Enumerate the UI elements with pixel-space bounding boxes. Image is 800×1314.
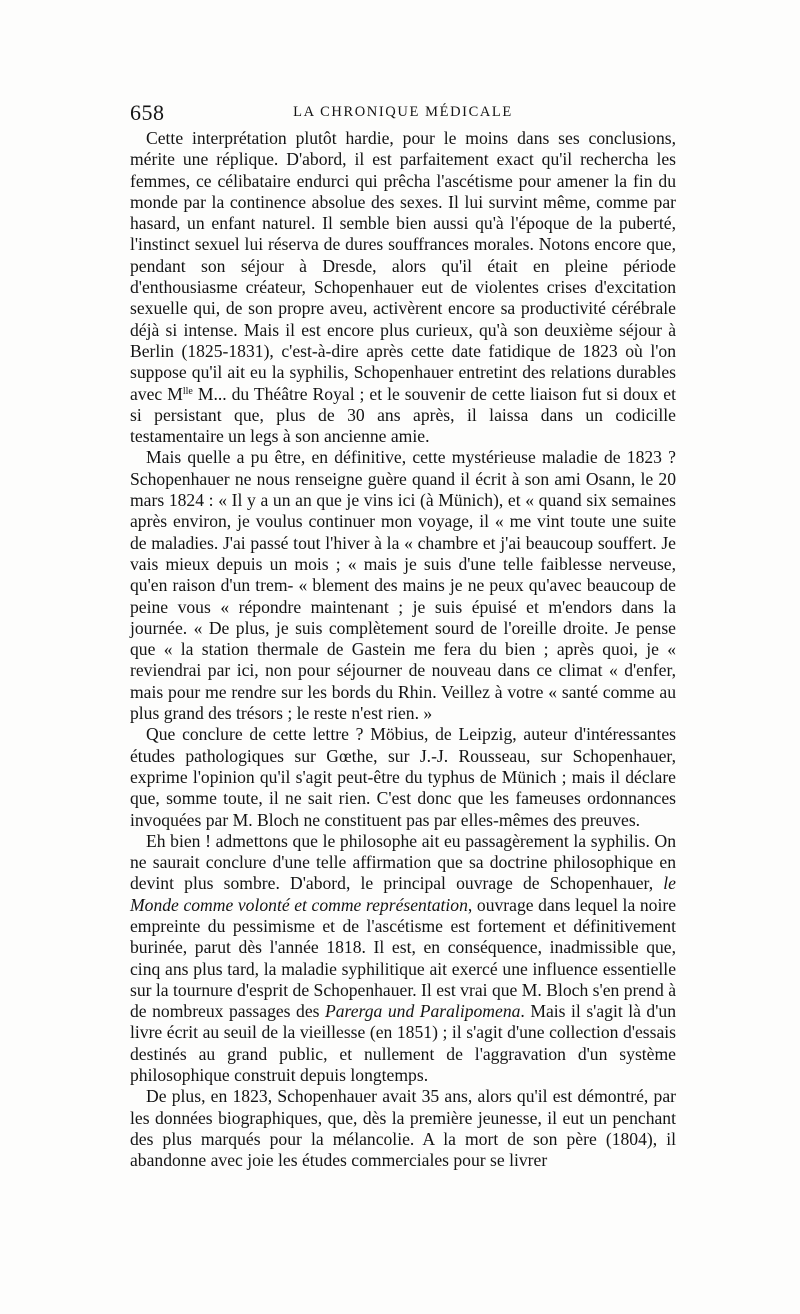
article-body: [130, 128, 676, 1172]
paragraph-1: [130, 128, 676, 447]
paragraph-1-text: Cette interprétation plutôt hardie, pour le moins dans ses conclusions, mérite une réplique. D'abord, il est parfaitement exact qu'il rechercha les femmes, ce célibataire endurci qui prêcha l'ascétisme pour amener la fin du monde par la continence absolue des sexes. Il lui survint même, comme par hasard, un enfant naturel. Il semble bien aussi qu'à l'époque de la puberté, l'instinct sexuel lui réserva de dures souffrances morales. Notons encore que, pendant son séjour à Dresde, alors qu'il était en pleine période d'enthousiasme créateur, Schopenhauer eut de violentes crises d'excitation sexuelle qui, de son propre aveu, activèrent encore sa productivité cérébrale déjà si intense. Mais il est encore plus curieux, qu'à son deuxième séjour à Berlin (1825-1831), c'est-à-dire après cette date fatidique de 1823 où l'on suppose qu'il ait eu la syphilis, Schopenhauer entretint des relations durables avec M: [130, 128, 676, 404]
page-header: [130, 100, 676, 126]
book-title-monde: le Monde comme volonté et comme représentation: [130, 873, 676, 915]
book-title-parerga: Parerga und Paralipomena: [325, 1001, 521, 1022]
paragraph-4-text-c: . Mais il s'agit là d'un livre écrit au seuil de la vieillesse (en 1851) ; il s'agit d'une collection d'essais destinés au grand public, et nullement de l'aggravation d'un système philosophique construit depuis longtemps.: [130, 1001, 676, 1086]
page-number: 658: [130, 100, 165, 125]
paragraph-4-text-b: , ouvrage dans lequel la noire empreinte du pessimisme et de l'ascétisme est fortement et définitivement burinée, parut dès l'année 1818. Il est, en conséquence, inadmissible que, cinq ans plus tard, la maladie syphilitique ait exercé une influence essentielle sur la tournure d'esprit de Schopenhauer. Il est vrai que M. Bloch s'en prend à de nombreux passages des: [130, 894, 676, 1022]
paragraph-1-end: M... du Théâtre Royal ; et le souvenir de cette liaison fut si doux et si persistant que, plus de 30 ans après, il laissa dans un codicille testamentaire un legs à son ancienne amie.: [130, 383, 676, 447]
paragraph-5: De plus, en 1823, Schopenhauer avait 35 ans, alors qu'il est démontré, par les données biographiques, que, dès la première jeunesse, il eut un penchant des plus marqués pour la mélancolie. A la mort de son père (1804), il abandonne avec joie les études commerciales pour se livrer: [130, 1086, 676, 1171]
mademoiselle-superscript: lle: [182, 385, 193, 397]
paragraph-4-text-a: Eh bien ! admettons que le philosophe ait eu passagèrement la syphilis. On ne saurait conclure d'une telle affirmation que sa doctrine philosophique en devint plus sombre. D'abord, le principal ouvrage de Schopenhauer,: [130, 830, 676, 894]
running-title: LA CHRONIQUE MÉDICALE: [293, 104, 513, 120]
paragraph-3: Que conclure de cette lettre ? Möbius, de Leipzig, auteur d'intéressantes études pathologiques sur Gœthe, sur J.-J. Rousseau, sur Schopenhauer, exprime l'opinion qu'il s'agit peut-être du typhus de Münich ; mais il déclare que, somme toute, il ne sait rien. C'est donc que les fameuses ordonnances invoquées par M. Bloch ne constituent pas par elles-mêmes des preuves.: [130, 724, 676, 830]
paragraph-2-letter-quote: Mais quelle a pu être, en définitive, cette mystérieuse maladie de 1823 ? Schopenhauer ne nous renseigne guère quand il écrit à son ami Osann, le 20 mars 1824 : « Il y a un an que je vins ici (à Münich), et « quand six semaines après environ, je voulus continuer mon voyage, il « me vint toute une suite de maladies. J'ai passé tout l'hiver à la « chambre et j'ai beaucoup souffert. Je vais mieux depuis un mois ; « mais je suis d'une telle faiblesse nerveuse, qu'en raison d'un trem- « blement des mains je ne peux qu'avec beaucoup de peine vous « répondre maintenant ; je suis épuisé et m'endors dans la journée. « De plus, je suis complètement sourd de l'oreille droite. Je pense que « la station thermale de Gastein me fera du bien ; après quoi, je « reviendrai par ici, non pour séjourner de nouveau dans ce climat « d'enfer, mais pour me rendre sur les bords du Rhin. Veillez à votre « santé comme au plus grand des trésors ; le reste n'est rien. »: [130, 447, 676, 724]
paragraph-4: [130, 831, 676, 1087]
